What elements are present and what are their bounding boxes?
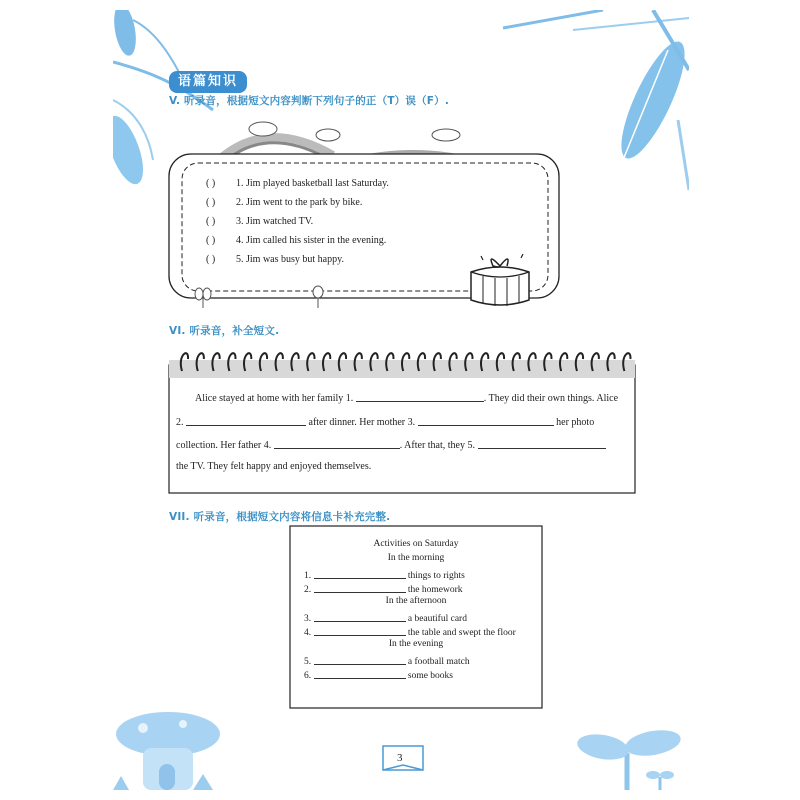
section-6-title: VI. 听录音，补全短文. xyxy=(169,325,280,337)
card-item-2: 2. the homework xyxy=(304,582,463,595)
passage-line-4: the TV. They felt happy and enjoyed themselves. xyxy=(176,461,372,472)
blank-3[interactable] xyxy=(418,415,554,426)
tf-item-3: ( ) 3. Jim watched TV. xyxy=(206,216,314,227)
gift-box-icon xyxy=(463,248,538,310)
card-title: Activities on Saturday xyxy=(373,539,459,549)
passage-line-1: Alice stayed at home with her family 1. . They did their own things. Alice xyxy=(195,393,619,404)
section-badge xyxy=(169,69,247,95)
tf-item-5: ( ) 5. Jim was busy but happy. xyxy=(206,254,344,265)
blank-4[interactable] xyxy=(274,438,400,449)
book-icon xyxy=(381,743,425,773)
tf-item-2: ( ) 2. Jim went to the park by bike. xyxy=(206,197,363,208)
card-evening-heading: In the evening xyxy=(388,639,444,649)
card-morning-heading: In the morning xyxy=(387,553,445,563)
sprout-decoration-small xyxy=(183,280,333,310)
blank-1[interactable] xyxy=(356,391,484,402)
card-blank-2[interactable] xyxy=(314,582,406,593)
blank-2[interactable] xyxy=(186,415,306,426)
sprout-decoration xyxy=(575,725,689,790)
card-blank-4[interactable] xyxy=(314,625,406,636)
section-5-title: V. 听录音，根据短文内容判断下列句子的正（T）误（F）. xyxy=(169,95,450,107)
badge-text: 语篇知识 xyxy=(177,74,238,89)
card-item-4: 4. the table and swept the floor xyxy=(304,625,516,638)
card-blank-6[interactable] xyxy=(314,668,406,679)
card-item-3: 3. a beautiful card xyxy=(304,611,467,624)
blank-5[interactable] xyxy=(478,438,606,449)
card-blank-3[interactable] xyxy=(314,611,406,622)
card-item-1: 1. things to rights xyxy=(304,568,465,581)
tf-item-4: ( ) 4. Jim called his sister in the evening. xyxy=(206,235,387,246)
section-7-title: VII. 听录音，根据短文内容将信息卡补充完整. xyxy=(169,511,391,523)
card-item-5: 5. a football match xyxy=(304,654,470,667)
worksheet-page xyxy=(113,10,689,790)
page-number: 3 xyxy=(397,752,403,764)
tf-item-1: ( ) 1. Jim played basketball last Saturday. xyxy=(206,178,389,189)
card-blank-1[interactable] xyxy=(314,568,406,579)
card-afternoon-heading: In the afternoon xyxy=(385,596,447,606)
card-item-6: 6. some books xyxy=(304,668,453,681)
passage-line-3: collection. Her father 4. . After that, they 5. xyxy=(176,438,606,451)
card-blank-5[interactable] xyxy=(314,654,406,665)
passage-line-2: 2. after dinner. Her mother 3. her photo xyxy=(176,417,595,428)
mushroom-house-decoration xyxy=(113,710,223,790)
